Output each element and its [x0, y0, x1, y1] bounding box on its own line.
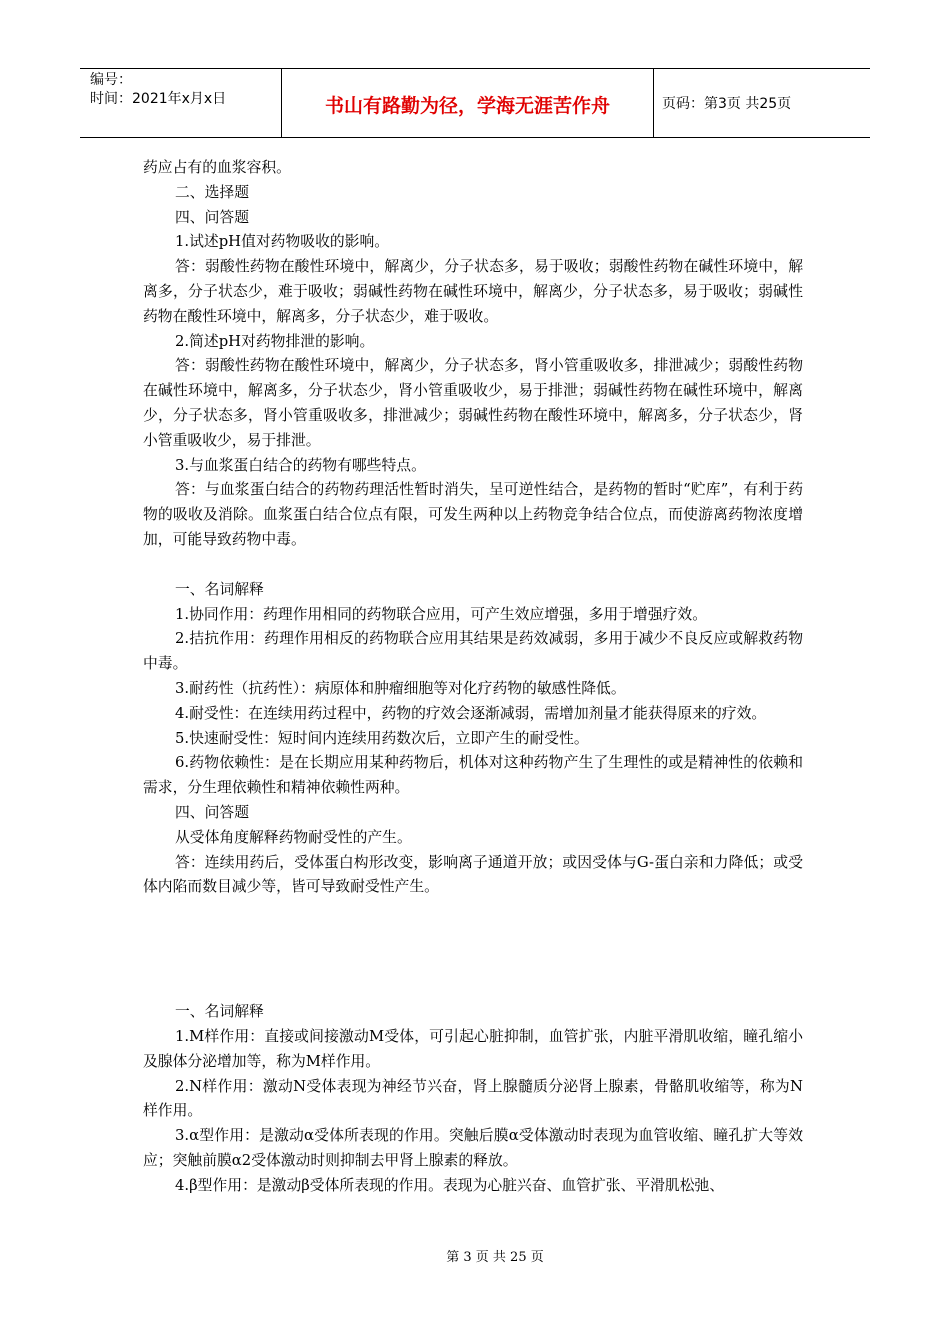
definition: 4.耐受性：在连续用药过程中，药物的疗效会逐渐减弱，需增加剂量才能获得原来的疗效。 — [175, 704, 767, 722]
page-footer — [0, 1246, 950, 1265]
question: 2.简述pH对药物排泄的影响。 — [175, 332, 375, 350]
answer: 答：弱酸性药物在酸性环境中，解离少，分子状态多，肾小管重吸收多，排泄减少；弱酸性药物在碱性环境中，解离多，分子状态少，肾小管重吸收少，易于排泄；弱碱性药物在碱性环境中，解离少，分子状态多，肾小管重吸收多，排泄减少；弱碱性药物在酸性环境中，解离多，分子状态少，肾小管重吸收少，易于排泄。 — [143, 357, 803, 449]
header-page-cell — [654, 69, 870, 137]
document-body — [143, 156, 803, 1198]
question: 3.与血浆蛋白结合的药物有哪些特点。 — [175, 456, 426, 474]
header-motto-cell — [282, 69, 654, 137]
paragraph: 药应占有的血浆容积。 — [143, 159, 291, 176]
definition: 6.药物依赖性：是在长期应用某种药物后，机体对这种药物产生了生理性的或是精神性的依赖和需求，分生理依赖性和精神依赖性两种。 — [143, 754, 803, 797]
section-heading: 一、名词解释 — [175, 1003, 264, 1021]
definition: 5.快速耐受性：短时间内连续用药数次后，立即产生的耐受性。 — [175, 729, 589, 747]
answer: 答：弱酸性药物在酸性环境中，解离少，分子状态多，易于吸收；弱酸性药物在碱性环境中，解离多，分子状态少，难于吸收；弱碱性药物在碱性环境中，解离少，分子状态多，易于吸收；弱碱性药物在酸性环境中，解离多，分子状态少，难于吸收。 — [143, 258, 803, 325]
answer: 答：连续用药后，受体蛋白构形改变，影响离子通道开放；或因受体与G-蛋白亲和力降低；或受体内陷而数目减少等，皆可导致耐受性产生。 — [143, 853, 803, 896]
section-heading: 一、名词解释 — [175, 580, 264, 598]
question: 从受体角度解释药物耐受性的产生。 — [175, 828, 412, 846]
section-heading: 四、问答题 — [175, 803, 249, 821]
definition: 4.β型作用：是激动β受体所表现的作用。表现为心脏兴奋、血管扩张、平滑肌松弛、 — [175, 1176, 725, 1194]
footer-page-number: 第 3 页 共 25 页 — [446, 1250, 544, 1265]
spacer — [143, 900, 803, 1000]
document-date: 时间：2021年x月x日 — [90, 91, 227, 107]
definition: 3.α型作用：是激动α受体所表现的作用。突触后膜α受体激动时表现为血管收缩、瞳孔扩大等效应；突触前膜α2受体激动时则抑制去甲肾上腺素的释放。 — [143, 1127, 803, 1169]
definition: 2.N样作用：激动N受体表现为神经节兴奋，肾上腺髓质分泌肾上腺素，骨骼肌收缩等，称为N样作用。 — [143, 1077, 803, 1120]
definition: 3.耐药性（抗药性）：病原体和肿瘤细胞等对化疗药物的敏感性降低。 — [175, 679, 626, 697]
answer: 答：与血浆蛋白结合的药物药理活性暂时消失，呈可逆性结合，是药物的暂时“贮库”，有利于药物的吸收及消除。血浆蛋白结合位点有限，可发生两种以上药物竞争结合位点，而使游离药物浓度增加，可能导致药物中毒。 — [143, 481, 803, 548]
section-heading: 四、问答题 — [175, 208, 249, 226]
document-number-label: 编号： — [90, 72, 132, 88]
question: 1.试述pH值对药物吸收的影响。 — [175, 233, 390, 251]
section-heading: 二、选择题 — [175, 183, 249, 201]
definition: 1.M样作用：直接或间接激动M受体，可引起心脏抑制，血管扩张，内脏平滑肌收缩，瞳孔缩小及腺体分泌增加等，称为M样作用。 — [143, 1027, 803, 1070]
header-motto: 书山有路勤为径，学海无涯苦作舟 — [324, 94, 610, 117]
definition: 1.协同作用：药理作用相同的药物联合应用，可产生效应增强，多用于增强疗效。 — [175, 605, 708, 623]
spacer — [143, 553, 803, 578]
definition: 2.拮抗作用：药理作用相反的药物联合应用其结果是药效减弱，多用于减少不良反应或解救药物中毒。 — [143, 630, 803, 673]
page-header — [80, 68, 870, 138]
header-page-number: 页码：第3页 共25页 — [662, 96, 792, 112]
header-meta — [80, 69, 282, 137]
